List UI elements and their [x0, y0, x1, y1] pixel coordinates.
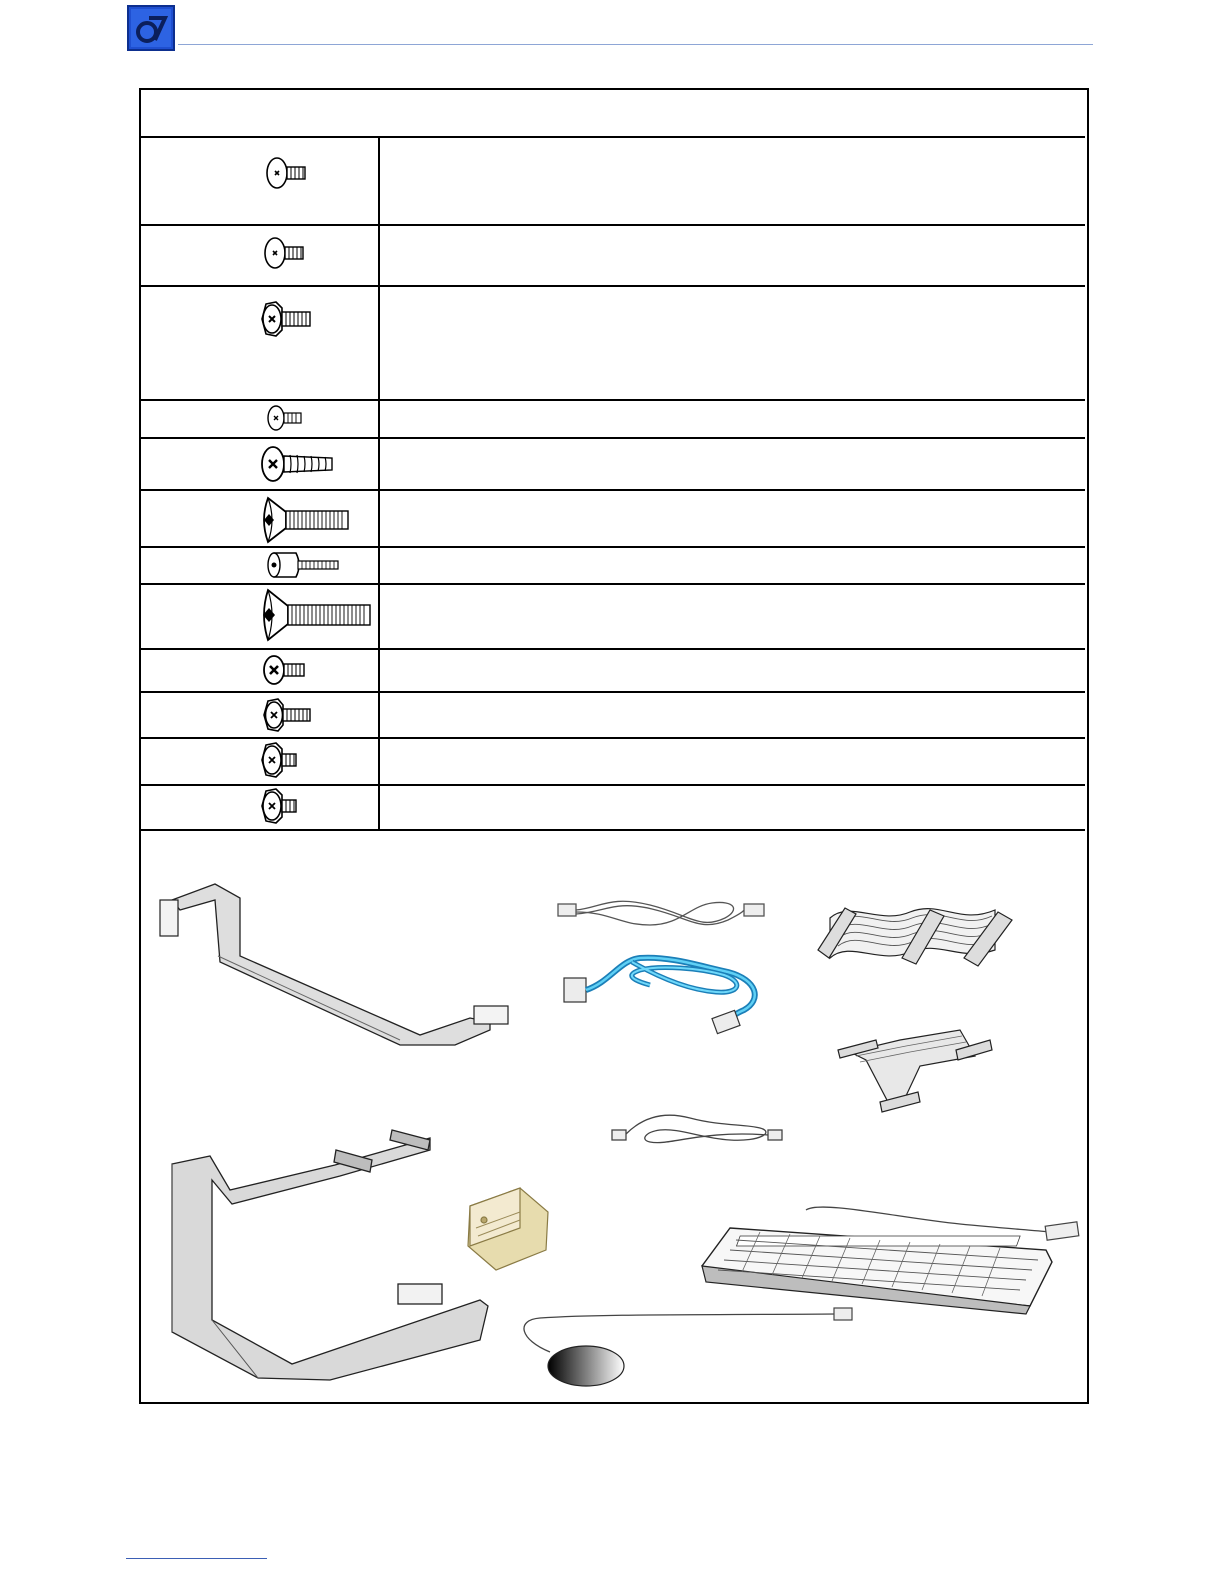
- header-rule: [178, 44, 1093, 45]
- small-phillips-screw-icon: [266, 404, 304, 432]
- long-hex-flat-head-screw-icon: [258, 588, 374, 642]
- row-description: [382, 138, 1082, 224]
- phillips-washer-screw-icon: [262, 697, 314, 733]
- short-phillips-washer-screw-icon: [260, 787, 300, 825]
- row-description: [382, 650, 1082, 691]
- table-title: [141, 90, 1085, 136]
- row-description: [382, 693, 1082, 737]
- keyboard-icon: [702, 1207, 1079, 1314]
- usb-cable-icon: [558, 901, 764, 925]
- row-description: [382, 401, 1082, 437]
- row-description: [382, 491, 1082, 546]
- phillips-screw-icon: [262, 654, 308, 686]
- power-cord-icon: [564, 958, 755, 1034]
- short-phillips-washer-screw-icon: [260, 741, 300, 779]
- hex-standoff-screw-icon: [264, 551, 342, 579]
- row-description: [382, 548, 1082, 583]
- phillips-washer-head-screw-icon: [260, 300, 314, 338]
- phillips-coarse-thread-screw-icon: [260, 444, 336, 484]
- flat-ribbon-cable-icon: [160, 884, 508, 1045]
- large-flat-ribbon-cable-icon: [172, 1130, 488, 1380]
- row-divider: [141, 829, 1085, 831]
- row-description: [382, 739, 1082, 784]
- row-description: [382, 585, 1082, 648]
- scsi-adapter-icon: [468, 1188, 548, 1270]
- three-connector-ribbon-cable-icon: [818, 908, 1012, 966]
- hex-flat-head-screw-icon: [258, 496, 352, 544]
- row-description: [382, 439, 1082, 489]
- footer-rule: [126, 1558, 267, 1559]
- short-ribbon-cable-icon: [838, 1030, 992, 1112]
- mouse-icon: [524, 1308, 852, 1386]
- row-description: [382, 287, 1082, 399]
- row-description: [382, 226, 1082, 285]
- cables-illustration-area: [141, 832, 1085, 1400]
- phillips-pan-head-screw-icon: [264, 156, 308, 190]
- phillips-pan-head-screw-icon: [262, 236, 306, 270]
- column-divider: [378, 136, 380, 831]
- apple-service-logo-icon: [127, 4, 175, 52]
- modem-cable-icon: [612, 1115, 782, 1142]
- row-description: [382, 786, 1082, 829]
